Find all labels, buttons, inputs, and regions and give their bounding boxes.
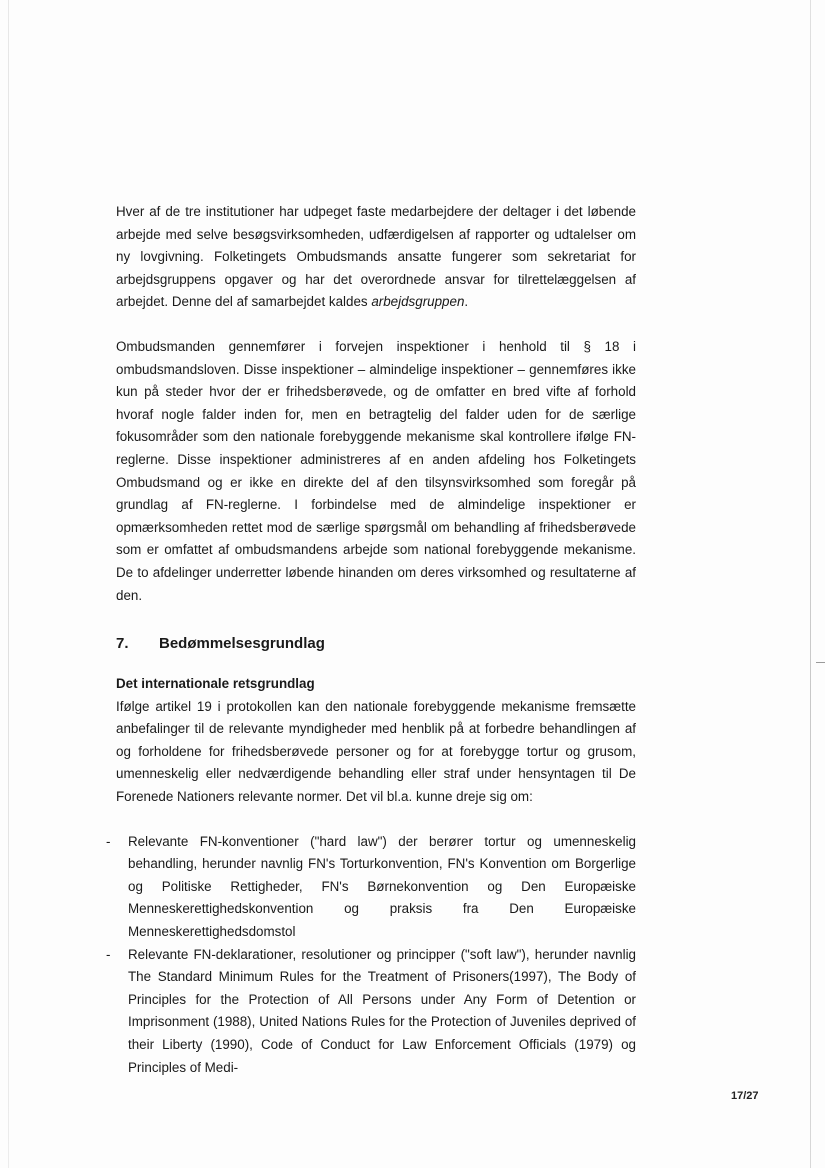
section-heading [116,633,636,655]
paragraph-article-19: Ifølge artikel 19 i protokollen kan den nationale forebyggende mekanisme fremsætte anbefalinger til de relevante myndigheder med henblik på at forbedre behandlingen af og forholdene for frihedsberøvede personer og for at forebygge tortur og grusom, umenneskelig eller nedværdigende behandling eller straf under hensyntagen til De Forenede Nationers relevante normer. Det vil bl.a. kunne dreje sig om: [116,698,636,805]
subsection-title: Det internationale retsgrundlag [116,676,315,692]
page-number: 17/27 [731,1090,759,1102]
section-number: 7. [116,635,129,653]
paragraph-working-group-end: . [464,294,469,310]
scan-edge-tick [816,662,825,663]
scan-edge-right [810,0,811,1168]
list-item-text: Relevante FN-konventioner ("hard law") der berører tortur og umenneskelig behandling, herunder navnlig FN's Torturkonvention, FN's Konvention om Borgerlige og Politiske Rettigheder, FN's Børnekonvention og Den Europæiske Menneskerettighedskonvention og praksis fra Den Europæiske Menneskerettighedsdomstol [128,833,636,940]
section-title: Bedømmelsesgrundlag [159,635,325,653]
list-item [106,831,636,944]
norms-list [106,831,636,1080]
scan-edge-left [8,0,9,1168]
list-item [106,944,636,1080]
dash-marker: - [106,946,111,962]
paragraph-inspections: Ombudsmanden gennemfører i forvejen inspektioner i henhold til § 18 i ombudsmandsloven. Disse inspektioner – almindelige inspektioner – gennemføres ikke kun på steder hvor der er frihedsberøvede, og de omfatter en bred vifte af forhold hvoraf nogle falder inden for, men en betragtelig del falder uden for de særlige fokusområder som den nationale forebyggende mekanisme skal kontrollere ifølge FN-reglerne. Disse inspektioner administreres af en anden afdeling hos Folketingets Ombudsmand og er ikke en direkte del af den tilsynsvirksomhed som foregår på grundlag af FN-reglerne. I forbindelse med de almindelige inspektioner er opmærksomheden rettet mod de særlige spørgsmål om behandling af frihedsberøvede som er omfattet af ombudsmandens arbejde som national forebyggende mekanisme. De to afdelinger underretter løbende hinanden om deres virksomhed og resultaterne af den. [116,338,636,603]
working-group-term: arbejdsgruppen [371,294,465,310]
list-item-text: Relevante FN-deklarationer, resolutioner og principper ("soft law"), herunder navnlig The Standard Minimum Rules for the Treatment of Prisoners(1997), The Body of Principles for the Protection of All Persons under Any Form of Detention or Imprisonment (1988), United Nations Rules for the Protection of Juveniles deprived of their Liberty (1990), Code of Conduct for Law Enforcement Officials (1979) og Principles of Medi- [128,946,636,1075]
document-body [106,201,636,1079]
paragraph-working-group-text: Hver af de tre institutioner har udpeget faste medarbejdere der deltager i det løbende arbejde med selve besøgsvirksomheden, udfærdigelsen af rapporter og udtalelser om ny lovgivning. Folketingets Ombudsmands ansatte fungerer som sekretariat for arbejdsgruppens opgaver og har det overordnede ansvar for tilrettelæggelsen af arbejdet. Denne del af samarbejdet kaldes [116,204,636,310]
paragraph-working-group [116,201,636,314]
dash-marker: - [106,833,111,849]
